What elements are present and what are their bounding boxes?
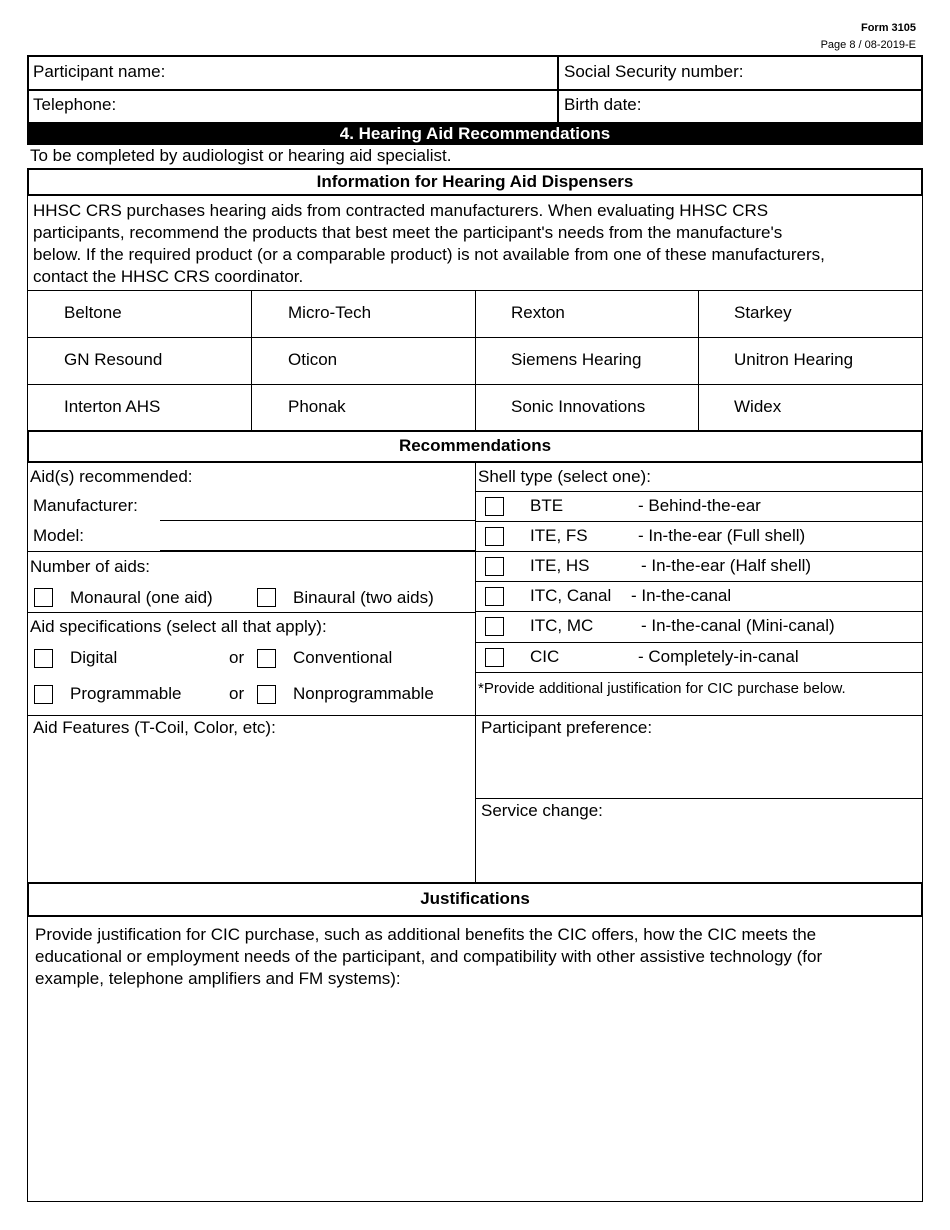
shell-code: BTE bbox=[530, 496, 564, 515]
shell-desc: - In-the-canal (Mini-canal) bbox=[641, 616, 835, 635]
conventional-label: Conventional bbox=[293, 648, 393, 667]
programmable-checkbox[interactable] bbox=[34, 685, 53, 704]
or-label: or bbox=[229, 648, 245, 667]
manufacturer-input[interactable] bbox=[160, 496, 475, 520]
participant-preference-label: Participant preference: bbox=[481, 718, 653, 737]
shell-bte-checkbox[interactable] bbox=[485, 497, 504, 516]
shell-itc-canal-checkbox[interactable] bbox=[485, 587, 504, 606]
manufacturer-cell: Phonak bbox=[288, 397, 346, 416]
monaural-label: Monaural (one aid) bbox=[70, 588, 213, 607]
shell-desc: - Completely-in-canal bbox=[638, 647, 799, 666]
digital-checkbox[interactable] bbox=[34, 649, 53, 668]
manufacturer-cell: GN Resound bbox=[64, 350, 163, 369]
dispensers-paragraph: HHSC CRS purchases hearing aids from contracted manufacturers. When evaluating HHSC CRS participants, recommend the products that best meet the participant's needs from the manufacture's below. If the required product (or a comparable product) is not available from one of these manufacturers, contact the HHSC CRS coordinator. bbox=[33, 201, 825, 286]
shell-type-label: Shell type (select one): bbox=[478, 467, 651, 486]
shell-code: ITC, Canal bbox=[530, 586, 612, 605]
binaural-label: Binaural (two aids) bbox=[293, 588, 434, 607]
aids-recommended-label: Aid(s) recommended: bbox=[30, 467, 193, 486]
page-number: Page 8 / 08-2019-E bbox=[820, 39, 916, 51]
participant-name-field[interactable]: Participant name: bbox=[33, 62, 166, 81]
justifications-input[interactable] bbox=[28, 995, 922, 1200]
manufacturer-cell: Beltone bbox=[64, 303, 122, 322]
manufacturer-cell: Starkey bbox=[734, 303, 792, 322]
nonprogrammable-label: Nonprogrammable bbox=[293, 684, 434, 703]
ssn-field[interactable]: Social Security number: bbox=[564, 62, 744, 81]
telephone-field[interactable]: Telephone: bbox=[33, 95, 117, 114]
shell-code: ITE, FS bbox=[530, 526, 588, 545]
shell-ite-hs-checkbox[interactable] bbox=[485, 557, 504, 576]
shell-code: ITC, MC bbox=[530, 616, 594, 635]
conventional-checkbox[interactable] bbox=[257, 649, 276, 668]
section-4-instruction: To be completed by audiologist or hearing aid specialist. bbox=[30, 146, 452, 165]
shell-cic-checkbox[interactable] bbox=[485, 648, 504, 667]
digital-label: Digital bbox=[70, 648, 118, 667]
manufacturer-cell: Oticon bbox=[288, 350, 338, 369]
aid-features-input[interactable] bbox=[28, 740, 474, 880]
model-input[interactable] bbox=[160, 526, 475, 550]
manufacturer-cell: Interton AHS bbox=[64, 397, 161, 416]
manufacturer-cell: Micro-Tech bbox=[288, 303, 372, 322]
manufacturer-cell: Sonic Innovations bbox=[511, 397, 646, 416]
dispensers-title: Information for Hearing Aid Dispensers bbox=[316, 172, 634, 191]
model-label: Model: bbox=[33, 526, 85, 545]
service-change-input[interactable] bbox=[476, 823, 922, 881]
or-label: or bbox=[229, 684, 245, 703]
nonprogrammable-checkbox[interactable] bbox=[257, 685, 276, 704]
aid-features-label: Aid Features (T-Coil, Color, etc): bbox=[33, 718, 276, 737]
aid-specs-label: Aid specifications (select all that apply): bbox=[30, 617, 327, 636]
recommendations-title: Recommendations bbox=[398, 436, 552, 455]
service-change-label: Service change: bbox=[481, 801, 603, 820]
programmable-label: Programmable bbox=[70, 684, 182, 703]
justifications-paragraph: Provide justification for CIC purchase, such as additional benefits the CIC offers, how the CIC meets the educational or employment needs of the participant, and compatibility with other assistive technology (for example, telephone amplifiers and FM systems): bbox=[35, 925, 823, 988]
shell-desc: - Behind-the-ear bbox=[638, 496, 761, 515]
shell-desc: - In-the-ear (Full shell) bbox=[638, 526, 806, 545]
section-4-title: 4. Hearing Aid Recommendations bbox=[27, 124, 923, 145]
shell-desc: - In-the-canal bbox=[631, 586, 732, 605]
monaural-checkbox[interactable] bbox=[34, 588, 53, 607]
participant-preference-input[interactable] bbox=[476, 740, 922, 797]
shell-code: ITE, HS bbox=[530, 556, 590, 575]
manufacturer-cell: Siemens Hearing bbox=[511, 350, 642, 369]
number-of-aids-label: Number of aids: bbox=[30, 557, 150, 576]
shell-itc-mc-checkbox[interactable] bbox=[485, 617, 504, 636]
manufacturer-cell: Rexton bbox=[511, 303, 565, 322]
binaural-checkbox[interactable] bbox=[257, 588, 276, 607]
shell-code: CIC bbox=[530, 647, 560, 666]
manufacturer-cell: Widex bbox=[734, 397, 782, 416]
cic-note: *Provide additional justification for CIC purchase below. bbox=[478, 680, 846, 697]
shell-ite-fs-checkbox[interactable] bbox=[485, 527, 504, 546]
birth-date-field[interactable]: Birth date: bbox=[564, 95, 642, 114]
manufacturer-cell: Unitron Hearing bbox=[734, 350, 854, 369]
form-number: Form 3105 bbox=[860, 22, 916, 34]
shell-desc: - In-the-ear (Half shell) bbox=[641, 556, 812, 575]
manufacturer-label: Manufacturer: bbox=[33, 496, 138, 515]
justifications-title: Justifications bbox=[420, 889, 530, 908]
